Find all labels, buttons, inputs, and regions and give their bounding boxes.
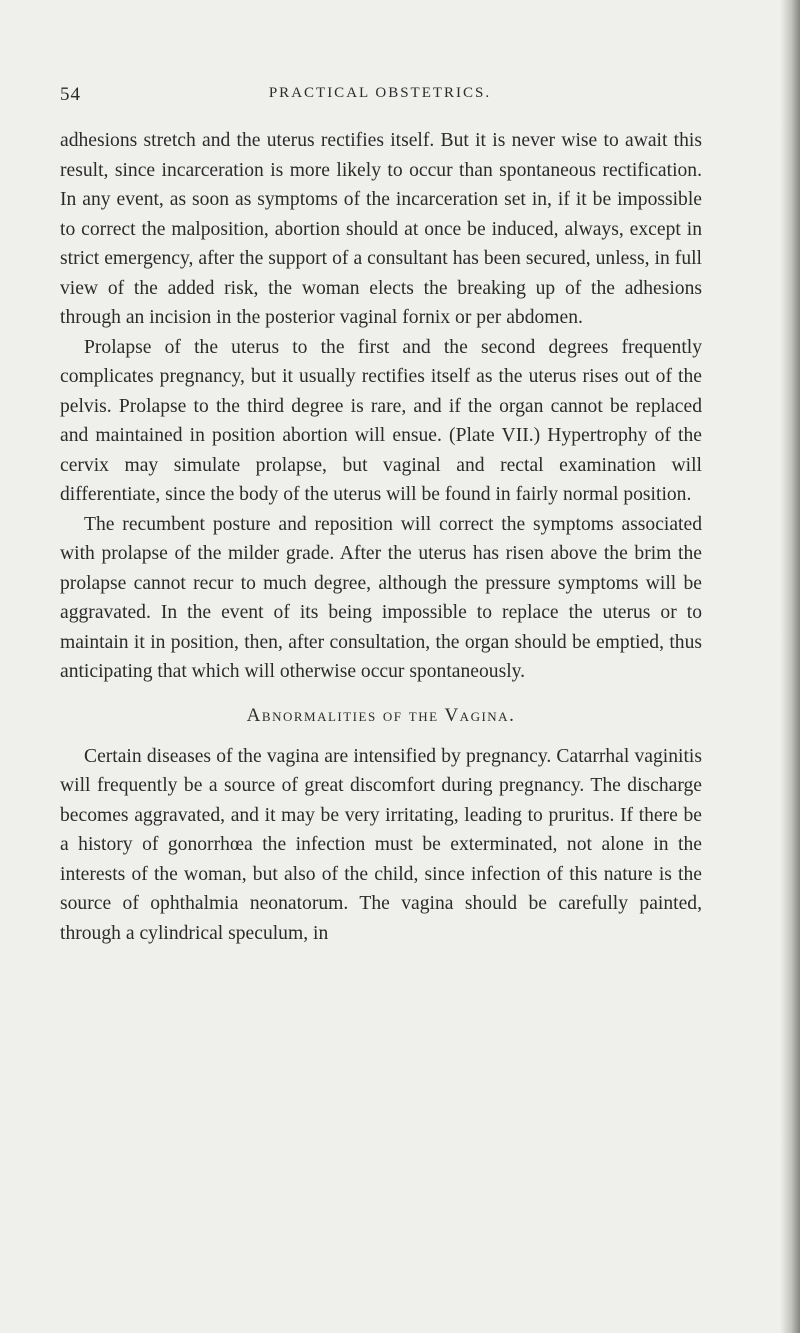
paragraph-adhesions: adhesions stretch and the uterus rectifies itself. But it is never wise to await this result, since incarceration is more likely to occur than spontaneous rectification. In any event, as soon as symptoms of the incarceration set in, if it be impossible to correct the malposition, abortion should at once be induced, always, except in strict emergency, after the support of a consultant has been secured, unless, in full view of the added risk, the woman elects the breaking up of the adhesions through an incision in the posterior vaginal fornix or per abdomen. bbox=[60, 130, 702, 328]
body-text bbox=[60, 126, 702, 948]
paragraph-recumbent: The recumbent posture and reposition will correct the symptoms associated with prolapse of the milder grade. After the uterus has risen above the brim the prolapse cannot recur to much degree, although the pressure symptoms will be aggravated. In the event of its being impossible to replace the uterus or to maintain it in position, then, after consultation, the organ should be emptied, thus anticipating that which will otherwise occur spontaneously. bbox=[60, 513, 702, 682]
page-header bbox=[60, 84, 700, 108]
paragraph-vagina: Certain diseases of the vagina are intensified by pregnancy. Catarrhal vaginitis will frequently be a source of great discomfort during pregnancy. The discharge becomes aggravated, and it may be very irritating, leading to pruritus. If there be a history of gonorrhœa the infection must be exterminated, not alone in the interests of the woman, but also of the child, since infection of this nature is the source of ophthalmia neonatorum. The vagina should be carefully painted, through a cylindrical speculum, in bbox=[60, 745, 702, 944]
section-heading: Abnormalities of the Vagina. bbox=[246, 704, 516, 726]
page-edge-shadow bbox=[780, 0, 800, 1333]
paragraph-prolapse: Prolapse of the uterus to the first and the second degrees frequently complicates pregnancy, but it usually rectifies itself as the uterus rises out of the pelvis. Prolapse to the third degree is rare, and if the organ cannot be replaced and maintained in position abortion will ensue. (Plate VII.) Hypertrophy of the cervix may simulate prolapse, but vaginal and rectal examination will differentiate, since the body of the uterus will be found in fairly normal position. bbox=[60, 336, 702, 505]
running-head: PRACTICAL OBSTETRICS. bbox=[268, 85, 492, 101]
page-number: 54 bbox=[60, 84, 81, 105]
